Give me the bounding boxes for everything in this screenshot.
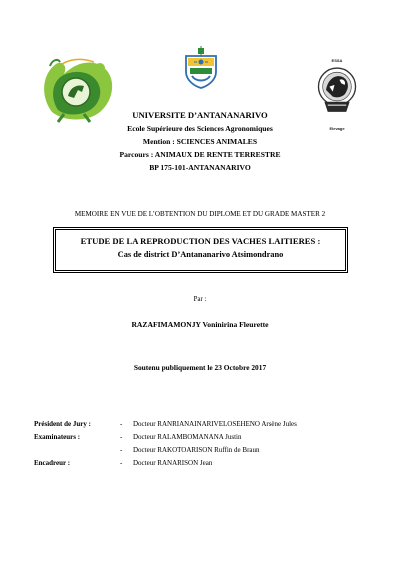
emblem-bottom-caption: Elevage bbox=[329, 126, 345, 131]
postal-address: BP 175-101-ANTANANARIVO bbox=[149, 163, 251, 172]
jury-row bbox=[34, 420, 374, 433]
university-crest-icon bbox=[178, 44, 224, 90]
by-label: Par : bbox=[193, 296, 207, 303]
university-name: UNIVERSITE D’ANTANANARIVO bbox=[132, 110, 268, 120]
thesis-title-box bbox=[55, 229, 346, 271]
jury-row bbox=[34, 459, 374, 472]
degree-statement: MEMOIRE EN VUE DE L’OBTENTION DU DIPLOME ET DU GRADE MASTER 2 bbox=[74, 210, 326, 218]
jury-member-name: Docteur RANARISON Jean bbox=[133, 459, 213, 467]
jury-dash: - bbox=[120, 446, 123, 454]
school-name: Ecole Supérieure des Sciences Agronomiques bbox=[127, 124, 273, 133]
defense-date: Soutenu publiquement le 23 Octobre 2017 bbox=[133, 363, 267, 372]
jury-member-name: Docteur RANRIANAINARIVELOSEHENO Arsène Jules bbox=[133, 420, 297, 428]
jury-dash: - bbox=[120, 433, 123, 441]
jury-row bbox=[34, 433, 374, 446]
jury-role: Examinateurs : bbox=[34, 433, 81, 441]
jury-list bbox=[34, 420, 374, 472]
thesis-subtitle: Cas de district D’Antananarivo Atsimondrano bbox=[117, 250, 284, 259]
thesis-title: ETUDE DE LA REPRODUCTION DES VACHES LAITIERES : bbox=[80, 236, 321, 246]
elevage-department-emblem-icon bbox=[312, 58, 362, 134]
jury-role: Encadreur : bbox=[34, 459, 71, 467]
jury-dash: - bbox=[120, 459, 123, 467]
parcours-line: Parcours : ANIMAUX DE RENTE TERRESTRE bbox=[119, 150, 281, 159]
jury-member-name: Docteur RALAMBOMANANA Justin bbox=[133, 433, 242, 441]
jury-role: Président de Jury : bbox=[34, 420, 91, 428]
jury-dash: - bbox=[120, 420, 123, 428]
mention-line: Mention : SCIENCES ANIMALES bbox=[142, 137, 258, 146]
jury-member-name: Docteur RAKOTOARISON Ruffin de Braun bbox=[133, 446, 260, 454]
emblem-top-caption: ESSA bbox=[331, 58, 343, 63]
jury-row bbox=[34, 446, 374, 459]
author-name: RAZAFIMAMONJY Voninirina Fleurette bbox=[131, 320, 269, 329]
